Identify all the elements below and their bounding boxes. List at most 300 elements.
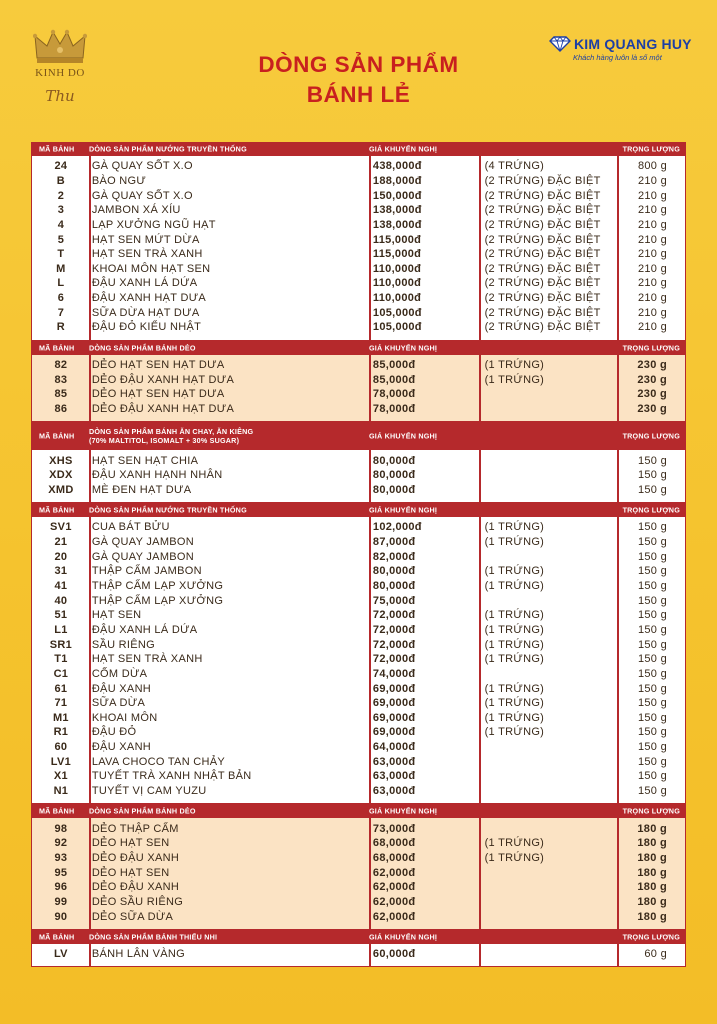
product-weight: 230 g bbox=[637, 388, 667, 401]
table-row bbox=[32, 725, 685, 740]
table-row bbox=[32, 549, 685, 564]
product-weight: 230 g bbox=[637, 402, 667, 415]
header-code: MÃ BÁNH bbox=[39, 144, 75, 154]
product-name: THẬP CẨM LẠP XƯỞNG bbox=[91, 580, 224, 593]
product-code: 40 bbox=[54, 594, 68, 607]
product-code: XMD bbox=[48, 483, 74, 496]
product-weight: 210 g bbox=[637, 321, 667, 334]
table-row bbox=[32, 608, 685, 623]
title-line-1: DÒNG SẢN PHẨM bbox=[258, 52, 459, 77]
product-code: 7 bbox=[57, 306, 65, 319]
table-row bbox=[32, 247, 685, 262]
header-product-line-sub: (70% MALTITOL, ISOMALT + 30% SUGAR) bbox=[89, 436, 240, 446]
product-note: (2 TRỨNG) ĐẶC BIỆT bbox=[484, 262, 601, 275]
product-note: (1 TRỨNG) bbox=[484, 609, 545, 622]
product-price: 80,000đ bbox=[372, 454, 416, 467]
table-row bbox=[32, 579, 685, 594]
product-name: CUA BÁT BỬU bbox=[91, 521, 170, 534]
product-note: (2 TRỨNG) ĐẶC BIỆT bbox=[484, 233, 601, 246]
product-price: 82,000đ bbox=[372, 550, 416, 563]
header-price: GIÁ KHUYẾN NGHỊ bbox=[369, 806, 438, 816]
product-section bbox=[31, 422, 686, 503]
header-price: GIÁ KHUYẾN NGHỊ bbox=[369, 932, 438, 942]
product-name: KHOAI MÔN bbox=[91, 711, 158, 724]
product-code: 83 bbox=[54, 373, 68, 386]
product-code: SV1 bbox=[50, 521, 72, 534]
table-row bbox=[32, 947, 685, 962]
product-note: (1 TRỨNG) bbox=[484, 373, 545, 386]
product-weight: 150 g bbox=[637, 726, 667, 739]
kimquanghuy-logo bbox=[549, 36, 697, 62]
product-note: (1 TRỨNG) bbox=[484, 697, 545, 710]
product-weight: 150 g bbox=[637, 469, 667, 482]
product-weight: 150 g bbox=[637, 638, 667, 651]
header-product-line: DÒNG SẢN PHẨM BÁNH THIẾU NHI bbox=[89, 932, 218, 942]
product-code: 61 bbox=[54, 682, 68, 695]
product-weight: 150 g bbox=[637, 594, 667, 607]
product-weight: 150 g bbox=[637, 653, 667, 666]
product-price: 63,000đ bbox=[372, 770, 416, 783]
header-price: GIÁ KHUYẾN NGHỊ bbox=[369, 343, 438, 353]
product-weight: 180 g bbox=[637, 837, 667, 850]
section-body bbox=[31, 818, 686, 929]
product-price: 78,000đ bbox=[372, 388, 416, 401]
product-section bbox=[31, 930, 686, 968]
product-code: 41 bbox=[54, 580, 68, 593]
product-code: N1 bbox=[53, 785, 69, 798]
product-code: 24 bbox=[54, 160, 68, 173]
product-weight: 150 g bbox=[637, 580, 667, 593]
product-note: (1 TRỨNG) bbox=[484, 359, 545, 371]
product-name: DẺO ĐẬU XANH bbox=[91, 851, 180, 864]
table-row bbox=[32, 276, 685, 291]
table-row bbox=[32, 865, 685, 880]
header-weight: TRỌNG LƯỢNG bbox=[622, 932, 680, 942]
product-weight: 150 g bbox=[637, 755, 667, 768]
section-header bbox=[31, 804, 686, 818]
table-row bbox=[32, 320, 685, 335]
product-price: 438,000đ bbox=[372, 160, 422, 173]
product-name: SẦU RIÊNG bbox=[91, 638, 156, 651]
product-price: 110,000đ bbox=[372, 262, 422, 275]
product-name: GÀ QUAY JAMBON bbox=[91, 536, 195, 549]
product-price: 115,000đ bbox=[372, 233, 422, 246]
table-row bbox=[32, 291, 685, 306]
table-row bbox=[32, 711, 685, 726]
product-note: (2 TRỨNG) ĐẶC BIỆT bbox=[484, 204, 601, 217]
product-price: 80,000đ bbox=[372, 469, 416, 482]
table-row bbox=[32, 174, 685, 189]
table-row bbox=[32, 159, 685, 174]
product-weight: 150 g bbox=[637, 741, 667, 754]
table-row bbox=[32, 623, 685, 638]
product-price: 150,000đ bbox=[372, 189, 422, 202]
product-weight: 180 g bbox=[637, 851, 667, 864]
header-code: MÃ BÁNH bbox=[39, 343, 75, 353]
section-header bbox=[31, 422, 686, 450]
product-weight: 180 g bbox=[637, 910, 667, 923]
product-price: 85,000đ bbox=[372, 373, 416, 386]
table-row bbox=[32, 821, 685, 836]
product-price: 72,000đ bbox=[372, 609, 416, 622]
product-code: T1 bbox=[54, 653, 68, 666]
product-name: GÀ QUAY SỐT X.O bbox=[91, 189, 193, 202]
product-price: 69,000đ bbox=[372, 726, 416, 739]
product-note: (1 TRỨNG) bbox=[484, 580, 545, 593]
product-name: HẠT SEN TRÀ XANH bbox=[91, 653, 203, 666]
product-code: 93 bbox=[54, 851, 68, 864]
table-row bbox=[32, 564, 685, 579]
header-price: GIÁ KHUYẾN NGHỊ bbox=[369, 144, 438, 154]
product-name: DẺO HẠT SEN bbox=[91, 837, 170, 850]
table-row bbox=[32, 740, 685, 755]
table-row bbox=[32, 520, 685, 535]
product-price: 69,000đ bbox=[372, 711, 416, 724]
table-row bbox=[32, 535, 685, 550]
product-code: 60 bbox=[54, 741, 68, 754]
product-note: (2 TRỨNG) ĐẶC BIỆT bbox=[484, 248, 601, 261]
header-weight: TRỌNG LƯỢNG bbox=[622, 431, 680, 441]
product-weight: 210 g bbox=[637, 292, 667, 305]
header-product-line: DÒNG SẢN PHẨM NƯỚNG TRUYỀN THỐNG bbox=[89, 505, 247, 515]
product-name: HẠT SEN MỨT DỪA bbox=[91, 233, 200, 246]
product-name: HẠT SEN TRÀ XANH bbox=[91, 248, 203, 261]
table-row bbox=[32, 305, 685, 320]
product-name: ĐẬU ĐỎ KIỂU NHẬT bbox=[91, 321, 202, 334]
product-name: DẺO HẠT SEN HẠT DƯA bbox=[91, 388, 225, 401]
product-weight: 210 g bbox=[637, 277, 667, 290]
product-name: DẺO THẬP CẨM bbox=[91, 822, 179, 835]
product-code: T bbox=[57, 248, 65, 261]
table-row bbox=[32, 261, 685, 276]
product-weight: 150 g bbox=[637, 521, 667, 534]
product-name: DẺO ĐẬU XANH bbox=[91, 881, 180, 894]
product-name: ĐẬU ĐỎ bbox=[91, 726, 137, 739]
product-note: (2 TRỨNG) ĐẶC BIỆT bbox=[484, 189, 601, 202]
product-weight: 150 g bbox=[637, 550, 667, 563]
product-note: (1 TRỨNG) bbox=[484, 653, 545, 666]
product-note: (1 TRỨNG) bbox=[484, 623, 545, 636]
product-name: DẺO HẠT SEN bbox=[91, 866, 170, 879]
product-weight: 60 g bbox=[644, 948, 667, 961]
product-price: 102,000đ bbox=[372, 521, 422, 534]
product-code: M1 bbox=[52, 711, 69, 724]
table-row bbox=[32, 681, 685, 696]
table-row bbox=[32, 453, 685, 468]
header-product-line-main: DÒNG SẢN PHẨM BÁNH ĂN CHAY, ĂN KIÊNG bbox=[89, 427, 254, 437]
product-section bbox=[31, 341, 686, 423]
product-price: 69,000đ bbox=[372, 697, 416, 710]
table-row bbox=[32, 387, 685, 402]
product-code: 99 bbox=[54, 895, 68, 908]
product-note: (2 TRỨNG) ĐẶC BIỆT bbox=[484, 277, 601, 290]
product-code: 98 bbox=[54, 822, 68, 835]
product-name: ĐẬU XANH HẠNH NHÂN bbox=[91, 469, 223, 482]
product-price: 72,000đ bbox=[372, 623, 416, 636]
product-price: 68,000đ bbox=[372, 837, 416, 850]
product-weight: 230 g bbox=[637, 373, 667, 386]
product-name: BÁNH LÂN VÀNG bbox=[91, 948, 185, 961]
product-code: 96 bbox=[54, 881, 68, 894]
product-price: 110,000đ bbox=[372, 292, 422, 305]
product-note: (2 TRỨNG) ĐẶC BIỆT bbox=[484, 174, 601, 187]
product-price: 87,000đ bbox=[372, 536, 416, 549]
product-weight: 180 g bbox=[637, 895, 667, 908]
header-product-line bbox=[89, 427, 253, 445]
product-name: LAVA CHOCO TAN CHẢY bbox=[91, 755, 226, 768]
product-name: ĐẬU XANH LÁ DỨA bbox=[91, 623, 198, 636]
product-name: GÀ QUAY JAMBON bbox=[91, 550, 195, 563]
product-code: 3 bbox=[57, 204, 65, 217]
product-name: THẬP CẨM LẠP XƯỞNG bbox=[91, 594, 224, 607]
product-price: 72,000đ bbox=[372, 653, 416, 666]
product-name: ĐẬU XANH bbox=[91, 682, 152, 695]
product-weight: 150 g bbox=[637, 667, 667, 680]
table-row bbox=[32, 836, 685, 851]
product-code: LV1 bbox=[50, 755, 72, 768]
product-price: 138,000đ bbox=[372, 218, 422, 231]
table-row bbox=[32, 769, 685, 784]
product-price: 68,000đ bbox=[372, 851, 416, 864]
product-name: JAMBON XÁ XÍU bbox=[91, 204, 181, 217]
header-weight: TRỌNG LƯỢNG bbox=[622, 505, 680, 515]
product-price: 115,000đ bbox=[372, 248, 422, 261]
table-row bbox=[32, 784, 685, 799]
product-price: 73,000đ bbox=[372, 822, 416, 835]
product-name: SỮA DỪA HẠT DƯA bbox=[91, 306, 200, 319]
product-name: THẬP CẨM JAMBON bbox=[91, 565, 202, 578]
product-section bbox=[31, 142, 686, 341]
table-row bbox=[32, 593, 685, 608]
header-code: MÃ BÁNH bbox=[39, 505, 75, 515]
product-price: 63,000đ bbox=[372, 755, 416, 768]
product-note: (1 TRỨNG) bbox=[484, 565, 545, 578]
table-row bbox=[32, 232, 685, 247]
product-code: 20 bbox=[54, 550, 68, 563]
product-code: 92 bbox=[54, 837, 68, 850]
product-section bbox=[31, 804, 686, 929]
header-weight: TRỌNG LƯỢNG bbox=[622, 144, 680, 154]
section-body bbox=[31, 944, 686, 968]
product-code: X1 bbox=[53, 770, 68, 783]
product-name: GÀ QUAY SỐT X.O bbox=[91, 160, 193, 173]
product-price: 62,000đ bbox=[372, 881, 416, 894]
product-code: 2 bbox=[57, 189, 65, 202]
product-price: 63,000đ bbox=[372, 785, 416, 798]
header-weight: TRỌNG LƯỢNG bbox=[622, 343, 680, 353]
product-price: 62,000đ bbox=[372, 866, 416, 879]
product-code: 6 bbox=[57, 292, 65, 305]
product-weight: 150 g bbox=[637, 785, 667, 798]
product-name: CỐM DỪA bbox=[91, 667, 148, 680]
product-price: 72,000đ bbox=[372, 638, 416, 651]
product-weight: 150 g bbox=[637, 697, 667, 710]
diamond-icon bbox=[549, 36, 571, 52]
table-row bbox=[32, 754, 685, 769]
header-code: MÃ BÁNH bbox=[39, 932, 75, 942]
product-code: 51 bbox=[54, 609, 68, 622]
product-name: MÈ ĐEN HẠT DƯA bbox=[91, 483, 192, 496]
product-price: 80,000đ bbox=[372, 483, 416, 496]
section-header bbox=[31, 142, 686, 156]
product-weight: 150 g bbox=[637, 565, 667, 578]
product-code: 85 bbox=[54, 388, 68, 401]
product-code: R1 bbox=[53, 726, 69, 739]
product-note: (1 TRỨNG) bbox=[484, 521, 545, 534]
table-row bbox=[32, 203, 685, 218]
product-note: (4 TRỨNG) bbox=[484, 160, 545, 173]
product-code: 71 bbox=[54, 697, 68, 710]
product-price: 60,000đ bbox=[372, 948, 416, 961]
product-section bbox=[31, 503, 686, 804]
product-name: DẺO ĐẬU XANH HẠT DƯA bbox=[91, 402, 235, 415]
product-weight: 180 g bbox=[637, 866, 667, 879]
table-row bbox=[32, 402, 685, 417]
product-note: (2 TRỨNG) ĐẶC BIỆT bbox=[484, 292, 601, 305]
product-code: 82 bbox=[54, 359, 68, 371]
product-name: DẺO SẦU RIÊNG bbox=[91, 895, 184, 908]
product-name: SỮA DỪA bbox=[91, 697, 146, 710]
product-code: 86 bbox=[54, 402, 68, 415]
product-price: 69,000đ bbox=[372, 682, 416, 695]
product-weight: 210 g bbox=[637, 262, 667, 275]
section-header bbox=[31, 341, 686, 355]
product-price: 62,000đ bbox=[372, 895, 416, 908]
product-code: 90 bbox=[54, 910, 68, 923]
product-weight: 150 g bbox=[637, 623, 667, 636]
product-weight: 150 g bbox=[637, 770, 667, 783]
brand-tagline: Khách hàng luôn là số một bbox=[573, 53, 662, 62]
product-price: 74,000đ bbox=[372, 667, 416, 680]
product-price: 75,000đ bbox=[372, 594, 416, 607]
product-price: 80,000đ bbox=[372, 580, 416, 593]
product-price: 138,000đ bbox=[372, 204, 422, 217]
product-name: BÀO NGƯ bbox=[91, 174, 147, 187]
product-code: L1 bbox=[54, 623, 68, 636]
product-code: 5 bbox=[57, 233, 65, 246]
header-code: MÃ BÁNH bbox=[39, 806, 75, 816]
table-row bbox=[32, 880, 685, 895]
table-row bbox=[32, 372, 685, 387]
product-name: ĐẬU XANH HẠT DƯA bbox=[91, 292, 207, 305]
section-header bbox=[31, 930, 686, 944]
product-weight: 210 g bbox=[637, 218, 667, 231]
product-name: TUYẾT TRÀ XANH NHẬT BẢN bbox=[91, 770, 252, 783]
product-price: 62,000đ bbox=[372, 910, 416, 923]
product-code: 95 bbox=[54, 866, 68, 879]
product-code: C1 bbox=[53, 667, 69, 680]
product-price: 105,000đ bbox=[372, 306, 422, 319]
product-code: R bbox=[56, 321, 66, 334]
title-line-2: BÁNH LẺ bbox=[306, 82, 411, 107]
product-weight: 150 g bbox=[637, 609, 667, 622]
product-price: 85,000đ bbox=[372, 359, 416, 371]
product-weight: 210 g bbox=[637, 233, 667, 246]
product-name: LẠP XƯỞNG NGŨ HẠT bbox=[91, 218, 216, 231]
table-row bbox=[32, 895, 685, 910]
table-row bbox=[32, 468, 685, 483]
product-weight: 210 g bbox=[637, 204, 667, 217]
product-price: 64,000đ bbox=[372, 741, 416, 754]
header-price: GIÁ KHUYẾN NGHỊ bbox=[369, 505, 438, 515]
table-row bbox=[32, 667, 685, 682]
section-body bbox=[31, 450, 686, 503]
product-price: 105,000đ bbox=[372, 321, 422, 334]
table-row bbox=[32, 358, 685, 373]
product-code: M bbox=[56, 262, 66, 275]
product-weight: 180 g bbox=[637, 822, 667, 835]
header-product-line: DÒNG SẢN PHẨM BÁNH DẺO bbox=[89, 343, 196, 353]
product-code: 4 bbox=[57, 218, 65, 231]
header-price: GIÁ KHUYẾN NGHỊ bbox=[369, 431, 438, 441]
product-price: 78,000đ bbox=[372, 402, 416, 415]
product-note: (2 TRỨNG) ĐẶC BIỆT bbox=[484, 218, 601, 231]
product-code: L bbox=[57, 277, 65, 290]
product-price: 80,000đ bbox=[372, 565, 416, 578]
header-weight: TRỌNG LƯỢNG bbox=[622, 806, 680, 816]
table-row bbox=[32, 483, 685, 498]
brand-kinhdo: KINH DO bbox=[35, 67, 85, 79]
product-note: (1 TRỨNG) bbox=[484, 536, 545, 549]
product-weight: 210 g bbox=[637, 306, 667, 319]
product-weight: 800 g bbox=[637, 160, 667, 173]
product-weight: 150 g bbox=[637, 682, 667, 695]
product-weight: 210 g bbox=[637, 248, 667, 261]
product-name: DẺO HẠT SEN HẠT DƯA bbox=[91, 359, 225, 371]
product-note: (1 TRỨNG) bbox=[484, 711, 545, 724]
product-weight: 210 g bbox=[637, 189, 667, 202]
product-code: 31 bbox=[54, 565, 68, 578]
product-name: ĐẬU XANH bbox=[91, 741, 152, 754]
table-row bbox=[32, 218, 685, 233]
product-code: XHS bbox=[49, 454, 73, 467]
product-name: DẺO ĐẬU XANH HẠT DƯA bbox=[91, 373, 235, 386]
product-code: SR1 bbox=[49, 638, 73, 651]
header-product-line: DÒNG SẢN PHẨM NƯỚNG TRUYỀN THỐNG bbox=[89, 144, 247, 154]
product-price: 188,000đ bbox=[372, 174, 422, 187]
table-row bbox=[32, 851, 685, 866]
product-note: (1 TRỨNG) bbox=[484, 638, 545, 651]
product-note: (1 TRỨNG) bbox=[484, 837, 545, 850]
table-row bbox=[32, 652, 685, 667]
product-name: ĐẬU XANH LÁ DỨA bbox=[91, 277, 198, 290]
product-note: (2 TRỨNG) ĐẶC BIỆT bbox=[484, 321, 601, 334]
product-name: TUYẾT VỊ CAM YUZU bbox=[91, 785, 207, 798]
brand-kimquanghuy: KIM QUANG HUY bbox=[574, 36, 692, 52]
product-code: B bbox=[56, 174, 66, 187]
product-weight: 150 g bbox=[637, 454, 667, 467]
section-body bbox=[31, 517, 686, 804]
product-price: 110,000đ bbox=[372, 277, 422, 290]
product-note: (1 TRỨNG) bbox=[484, 851, 545, 864]
product-code: XDX bbox=[49, 469, 73, 482]
table-row bbox=[32, 909, 685, 924]
product-weight: 150 g bbox=[637, 483, 667, 496]
table-row bbox=[32, 637, 685, 652]
section-body bbox=[31, 156, 686, 341]
product-note: (2 TRỨNG) ĐẶC BIỆT bbox=[484, 306, 601, 319]
table-row bbox=[32, 188, 685, 203]
product-weight: 230 g bbox=[637, 359, 667, 371]
product-note: (1 TRỨNG) bbox=[484, 682, 545, 695]
product-weight: 210 g bbox=[637, 174, 667, 187]
section-body bbox=[31, 355, 686, 423]
product-name: DẺO SỮA DỪA bbox=[91, 910, 174, 923]
section-header bbox=[31, 503, 686, 517]
product-note: (1 TRỨNG) bbox=[484, 726, 545, 739]
product-weight: 150 g bbox=[637, 711, 667, 724]
brand-thu: Thu bbox=[45, 87, 75, 105]
